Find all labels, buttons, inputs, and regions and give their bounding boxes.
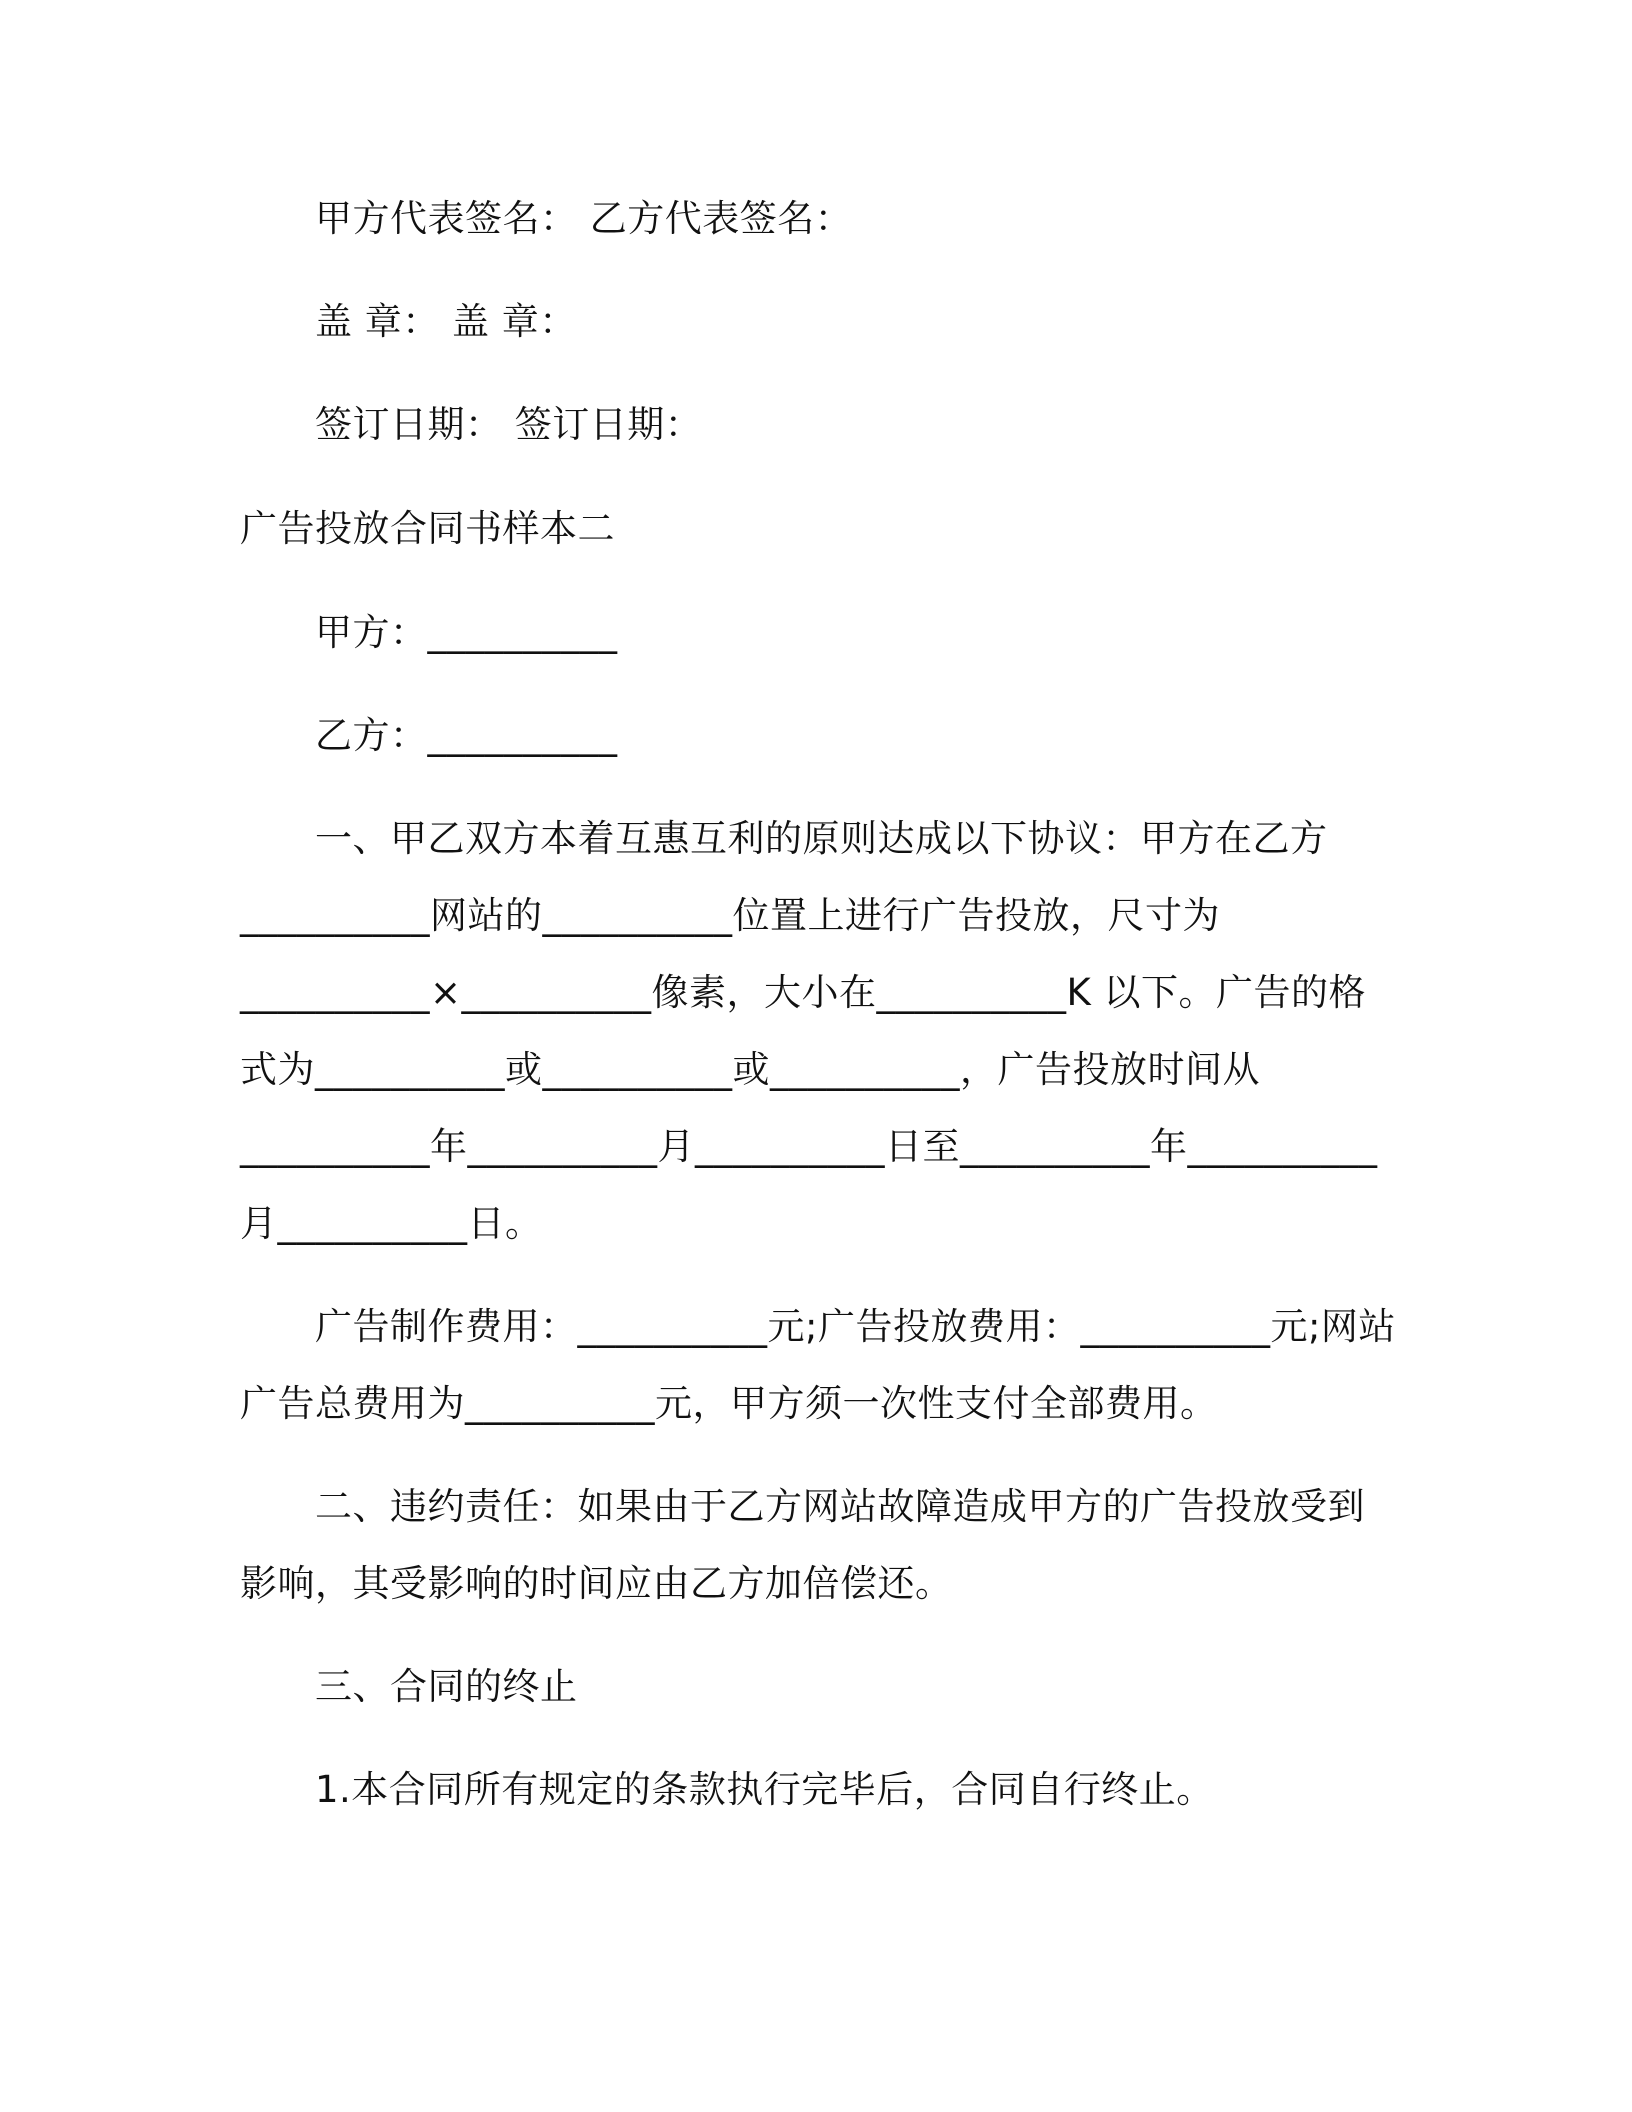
signature-representatives: 甲方代表签名： 乙方代表签名：: [315, 197, 853, 240]
fees-line: 广告制作费用：__________元;广告投放费用：__________元;网站: [315, 1305, 1396, 1348]
party-a-line: 甲方：__________: [315, 611, 618, 654]
fees-line: 广告总费用为__________元，甲方须一次性支付全部费用。: [240, 1382, 1218, 1425]
document-title: 广告投放合同书样本二: [240, 507, 615, 550]
clause1-line: 月__________日。: [240, 1202, 543, 1245]
clause1-line: __________×__________像素，大小在__________K 以下。广告的格: [240, 971, 1367, 1014]
clause3-item-1: 1.本合同所有规定的条款执行完毕后，合同自行终止。: [315, 1768, 1214, 1811]
clause1-line: __________年__________月__________日至__________年__________: [240, 1125, 1378, 1168]
signature-seal: 盖 章： 盖 章：: [315, 300, 577, 343]
clause3-heading: 三、合同的终止: [315, 1665, 578, 1708]
party-b-line: 乙方：__________: [315, 714, 618, 757]
clause1-line: 一、甲乙双方本着互惠互利的原则达成以下协议：甲方在乙方: [315, 817, 1328, 860]
clause1-line: __________网站的__________位置上进行广告投放，尺寸为: [240, 894, 1220, 937]
clause2-line: 二、违约责任：如果由于乙方网站故障造成甲方的广告投放受到: [315, 1485, 1365, 1528]
clause2-line: 影响，其受影响的时间应由乙方加倍偿还。: [240, 1562, 953, 1605]
clause1-line: 式为__________或__________或__________，广告投放时间从: [240, 1048, 1260, 1091]
signature-date: 签订日期： 签订日期：: [315, 403, 703, 446]
